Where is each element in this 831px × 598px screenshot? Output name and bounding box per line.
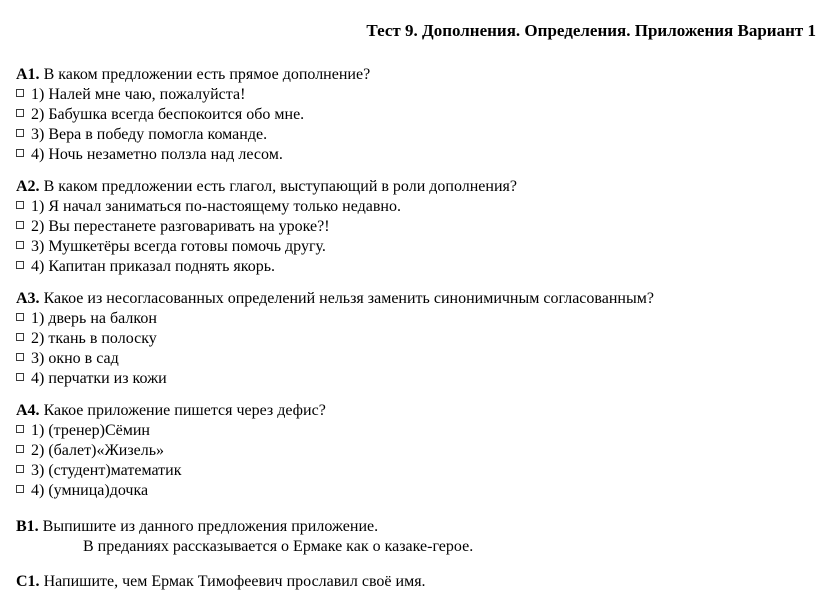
option-text: Налей мне чаю, пожалуйста!: [48, 86, 246, 103]
option-number: 2): [31, 442, 45, 459]
checkbox-icon[interactable]: [16, 221, 24, 229]
task-block-b1: [16, 517, 816, 557]
option-number: 4): [31, 146, 45, 163]
task-label: В1.: [16, 518, 39, 535]
checkbox-icon[interactable]: [16, 241, 24, 249]
option-number: 3): [31, 462, 45, 479]
option-text: (тренер)Сёмин: [48, 422, 150, 439]
answer-option: [16, 421, 816, 441]
question-block-a2: [16, 177, 816, 277]
checkbox-icon[interactable]: [16, 129, 24, 137]
option-number: 4): [31, 258, 45, 275]
option-text: перчатки из кожи: [48, 370, 167, 387]
option-text: (балет)«Жизель»: [48, 442, 165, 459]
checkbox-icon[interactable]: [16, 109, 24, 117]
option-text: (студент)математик: [48, 462, 182, 479]
checkbox-icon[interactable]: [16, 313, 24, 321]
answer-option: [16, 461, 816, 481]
option-number: 1): [31, 198, 45, 215]
answer-option: [16, 257, 816, 277]
option-text: Я начал заниматься по-настоящему только недавно.: [48, 198, 401, 215]
checkbox-icon[interactable]: [16, 445, 24, 453]
option-number: 4): [31, 482, 45, 499]
task-text: Выпишите из данного предложения приложение.: [42, 518, 379, 535]
checkbox-icon[interactable]: [16, 373, 24, 381]
option-number: 2): [31, 330, 45, 347]
question-label: А2.: [16, 178, 40, 195]
question-block-a1: [16, 65, 816, 165]
checkbox-icon[interactable]: [16, 261, 24, 269]
option-text: Вера в победу помогла команде.: [48, 126, 268, 143]
option-text: Мушкетёры всегда готовы помочь другу.: [48, 238, 326, 255]
question-block-a3: [16, 289, 816, 389]
checkbox-icon[interactable]: [16, 425, 24, 433]
option-text: окно в сад: [48, 350, 119, 367]
question-text: В каком предложении есть прямое дополнение?: [43, 66, 371, 83]
task-text: Напишите, чем Ермак Тимофеевич прославил своё имя.: [43, 573, 426, 590]
option-text: Бабушка всегда беспокоится обо мне.: [48, 106, 305, 123]
question-text: Какое из несогласованных определений нельзя заменить синонимичным согласованным?: [43, 290, 654, 307]
option-text: Ночь незаметно ползла над лесом.: [48, 146, 283, 163]
answer-option: [16, 329, 816, 349]
option-number: 1): [31, 86, 45, 103]
answer-option: [16, 237, 816, 257]
checkbox-icon[interactable]: [16, 149, 24, 157]
option-number: 3): [31, 350, 45, 367]
task-block-c1: [16, 572, 816, 592]
option-number: 3): [31, 126, 45, 143]
checkbox-icon[interactable]: [16, 333, 24, 341]
option-text: (умница)дочка: [48, 482, 149, 499]
option-text: дверь на балкон: [48, 310, 157, 327]
option-number: 4): [31, 370, 45, 387]
answer-option: [16, 441, 816, 461]
checkbox-icon[interactable]: [16, 89, 24, 97]
answer-option: [16, 125, 816, 145]
answer-option: [16, 369, 816, 389]
option-number: 1): [31, 310, 45, 327]
option-number: 2): [31, 106, 45, 123]
checkbox-icon[interactable]: [16, 465, 24, 473]
question-label: А3.: [16, 290, 40, 307]
question-label: А4.: [16, 402, 40, 419]
answer-option: [16, 197, 816, 217]
option-number: 1): [31, 422, 45, 439]
question-text: Какое приложение пишется через дефис?: [43, 402, 326, 419]
option-text: Вы перестанете разговаривать на уроке?!: [48, 218, 330, 235]
option-number: 2): [31, 218, 45, 235]
question-text: В каком предложении есть глагол, выступающий в роли дополнения?: [43, 178, 517, 195]
checkbox-icon[interactable]: [16, 201, 24, 209]
checkbox-icon[interactable]: [16, 353, 24, 361]
answer-option: [16, 481, 816, 501]
answer-option: [16, 145, 816, 165]
answer-option: [16, 217, 816, 237]
page-title: Тест 9. Дополнения. Определения. Приложения Вариант 1: [366, 21, 816, 40]
checkbox-icon[interactable]: [16, 485, 24, 493]
answer-option: [16, 85, 816, 105]
option-text: Капитан приказал поднять якорь.: [48, 258, 276, 275]
question-block-a4: [16, 401, 816, 501]
answer-option: [16, 105, 816, 125]
question-label: А1.: [16, 66, 40, 83]
answer-option: [16, 309, 816, 329]
option-number: 3): [31, 238, 45, 255]
answer-option: [16, 349, 816, 369]
task-label: С1.: [16, 573, 40, 590]
option-text: ткань в полоску: [48, 330, 157, 347]
task-sentence: В преданиях рассказывается о Ермаке как о казаке-герое.: [83, 538, 474, 555]
